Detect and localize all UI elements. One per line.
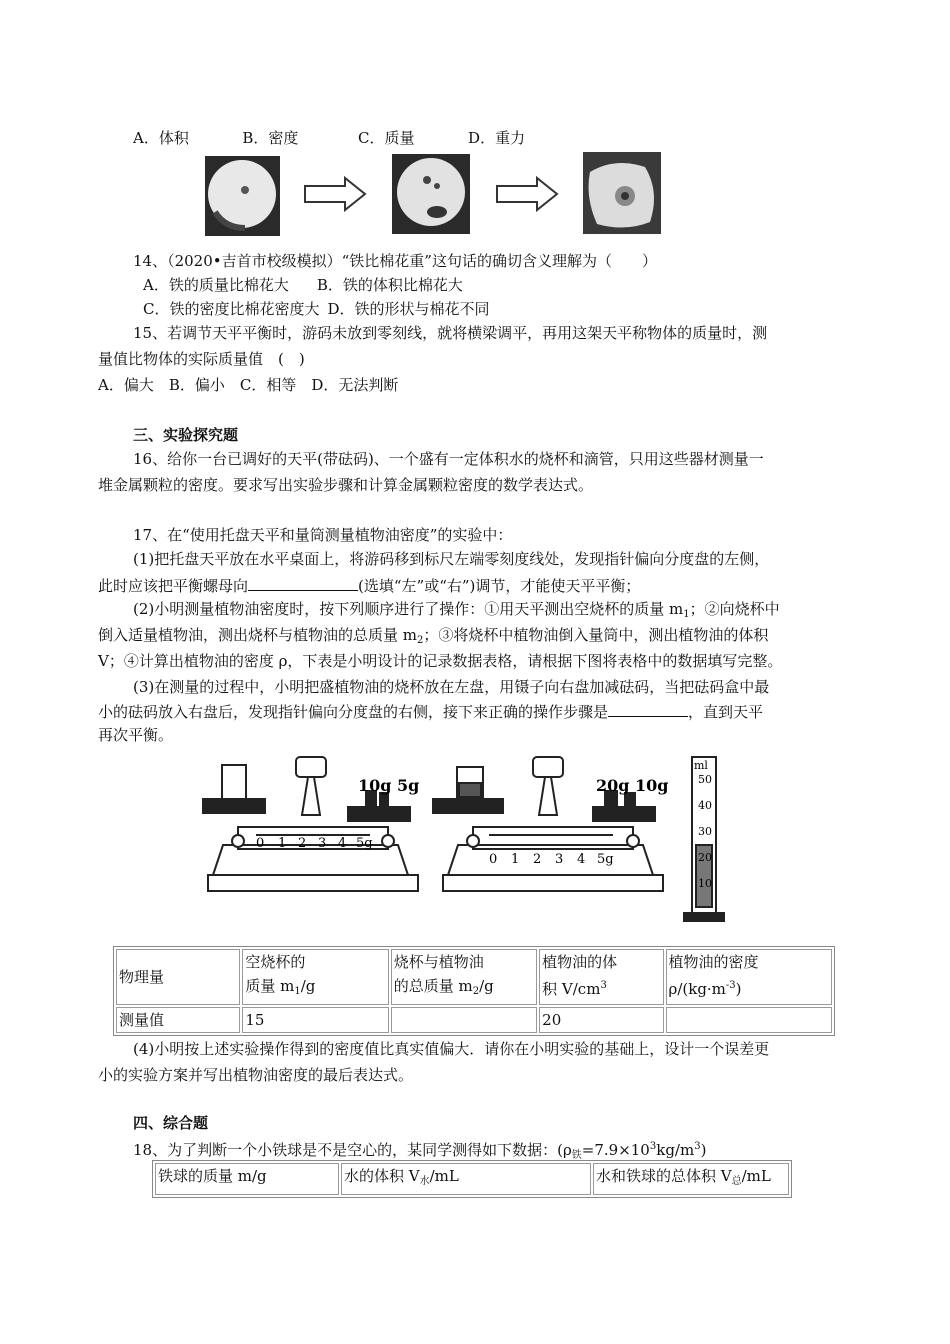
q17-p2-line2a: 倒入适量植物油，测出烧杯与植物油的总质量 m [98,626,417,644]
q17-p4-line2: 小的实验方案并写出植物油密度的最后表达式。 [98,1066,414,1084]
q17-intro: 17、在“使用托盘天平和量筒测量植物油密度”的实验中： [133,526,513,544]
h4s: -3 [725,980,736,991]
q18-c3s: 总 [731,1176,742,1187]
q17-p3-line3: 再次平衡。 [98,726,174,744]
cyl-tick-40: 40 [698,799,712,812]
h3a: 植物油的体 [542,953,618,971]
q17-p1-line2a: 此时应该把平衡螺母向 [98,577,249,595]
q13-option-b: B．密度 [242,129,299,147]
q18-stem-b: =7.9×10 [581,1141,650,1159]
q18-c3b: /mL [741,1167,771,1185]
q14-option-a: A．铁的质量比棉花大 [143,276,289,294]
cyl-tick-10: 10 [698,877,712,890]
b1-tick-5: 5g [356,836,373,851]
q18-sup2: 3 [694,1141,701,1152]
q14-option-b: B．铁的体积比棉花大 [316,276,463,294]
m1-subscript: 1 [683,609,690,620]
cell-empty-mass: 15 [242,1007,388,1033]
q17-p3-line1: (3)在测量的过程中，小明把盛植物油的烧杯放在左盘，用镊子向右盘加减砝码，当把砝码盒中最 [133,678,770,696]
table-header-row [155,1163,789,1195]
b2-tick-0: 0 [489,852,498,867]
cell-density[interactable] [666,1007,833,1033]
q17-data-table [113,946,835,1036]
answer-blank-2[interactable] [608,700,688,717]
h1c: /g [300,977,316,995]
h2s: 2 [472,986,480,997]
cyl-tick-30: 30 [698,825,712,838]
q17-p1-line2 [98,574,640,597]
header-oil-density [666,949,833,1005]
h1a: 空烧杯的 [245,953,306,971]
q18-header-total-volume [593,1163,789,1195]
arrow-icon-1 [305,178,365,210]
b1-tick-0: 0 [256,836,265,851]
balance-1-weights: 10g 5g [358,776,420,795]
q18-header-water-volume [341,1163,591,1195]
q18-stem-a: 18、为了判断一个小铁球是不是空心的，某同学测得如下数据：(ρ [133,1141,572,1159]
balance-figures [198,755,758,925]
q17-p1-line2b: (选填“左”或“右”)调节，才能使天平平衡； [358,577,641,595]
answer-blank-1[interactable] [248,574,358,591]
h2a: 烧杯与植物油 [393,953,484,971]
q13-options [133,127,525,149]
q17-p3-line2 [98,700,763,723]
q17-p3-line2b: ，直到天平 [688,703,764,721]
balance-2-ticks [489,852,614,867]
balance-2-weights: 20g 10g [596,776,669,795]
q15-line2: 量值比物体的实际质量值 ( ) [98,350,305,368]
h3s: 3 [600,980,607,991]
q18-rho-sub: 铁 [571,1150,582,1161]
q15-line1: 15、若调节天平平衡时，游码未放到零刻线，就将横梁调平，再用这架天平称物体的质量时，测 [133,324,768,342]
q17-p2-line2 [98,624,768,652]
q18-stem-c: kg/m [656,1141,695,1159]
cylinder-unit: ml [694,759,708,772]
q17-p2-line1 [133,598,780,626]
b1-tick-1: 1 [278,836,287,851]
m2-subscript: 2 [417,635,424,646]
q16-line1: 16、给你一台已调好的天平(带砝码)、一个盛有一定体积水的烧杯和滴管，只用这些器材测量一 [133,450,764,468]
q18-c2s: 水 [419,1176,430,1187]
q18-stem-d: ) [700,1141,707,1159]
b1-tick-3: 3 [318,836,327,851]
table-row [116,1007,832,1033]
q18-c2b: /mL [429,1167,459,1185]
q17-p2-line1b: ；②向烧杯中 [689,600,780,618]
b2-tick-3: 3 [555,852,564,867]
q18-c2a: 水的体积 V [344,1167,420,1185]
q17-p2-line2b: ；③将烧杯中植物油倒入量筒中，测出植物油的体积 [423,626,769,644]
q17-p2-line3: V；④计算出植物油的密度 ρ，下表是小明设计的记录数据表格，请根据下图将表格中的数据填写完整。 [98,652,783,670]
b1-tick-4: 4 [338,836,347,851]
h4b: ρ/(kg·m [668,980,726,998]
q18-sup1: 3 [649,1141,657,1152]
q14-stem: 14、（2020•吉首市校级模拟）“铁比棉花重”这句话的确切含义理解为（ ） [133,252,657,270]
arrow-icon-2 [497,178,557,210]
h1b: 质量 m [245,977,295,995]
q18-data-table [152,1160,792,1198]
cell-volume: 20 [539,1007,663,1033]
section-3-title: 三、实验探究题 [133,426,239,444]
q14-options-row2 [143,298,490,320]
q17-p2-line1a: (2)小明测量植物油密度时，按下列顺序进行了操作：①用天平测出空烧杯的质量 m [133,600,684,618]
b1-tick-2: 2 [298,836,307,851]
cyl-tick-20: 20 [698,851,712,864]
h3b: 积 V/cm [542,980,601,998]
header-empty-beaker-mass [242,949,388,1005]
row-label: 测量值 [116,1007,240,1033]
h4a: 植物油的密度 [668,953,759,971]
h2b: 的总质量 m [393,977,473,995]
cyl-tick-50: 50 [698,773,712,786]
q14-option-d: D．铁的形状与棉花不同 [327,300,490,318]
q17-p3-line2a: 小的砝码放入右盘后，发现指针偏向分度盘的右侧，接下来正确的操作步骤是 [98,703,609,721]
header-oil-volume [539,949,663,1005]
q18-header-mass: 铁球的质量 m/g [155,1163,339,1195]
h4c: ) [735,980,742,998]
b2-tick-4: 4 [577,852,586,867]
section-4-title: 四、综合题 [133,1114,209,1132]
cell-total-mass[interactable] [391,1007,537,1033]
b2-tick-1: 1 [511,852,520,867]
q14-options-row1 [143,274,463,296]
q13-option-a: A．体积 [133,129,189,147]
table-header-row [116,949,832,1005]
header-quantity: 物理量 [116,949,240,1005]
h1s: 1 [294,986,301,997]
q13-option-c: C．质量 [358,129,415,147]
q14-option-c: C．铁的密度比棉花密度大 [143,300,320,318]
q18-c3a: 水和铁球的总体积 V [596,1167,732,1185]
b2-tick-5: 5g [597,852,614,867]
q13-option-d: D．重力 [468,129,526,147]
beaker-empty [222,765,246,799]
q16-line2: 堆金属颗粒的密度。要求写出实验步骤和计算金属颗粒密度的数学表达式。 [98,476,594,494]
h2c: /g [479,977,494,995]
q15-options: A．偏大 B．偏小 C．相等 D．无法判断 [98,376,399,394]
header-total-mass [391,949,537,1005]
q17-p4-line1: (4)小明按上述实验操作得到的密度值比真实值偏大．请你在小明实验的基础上，设计一个误差更 [133,1040,770,1058]
q17-p1-line1: (1)把托盘天平放在水平桌面上，将游码移到标尺左端零刻度线处，发现指针偏向分度盘的左侧， [133,550,770,568]
mooncake-photo-sequence [205,152,665,242]
b2-tick-2: 2 [533,852,542,867]
